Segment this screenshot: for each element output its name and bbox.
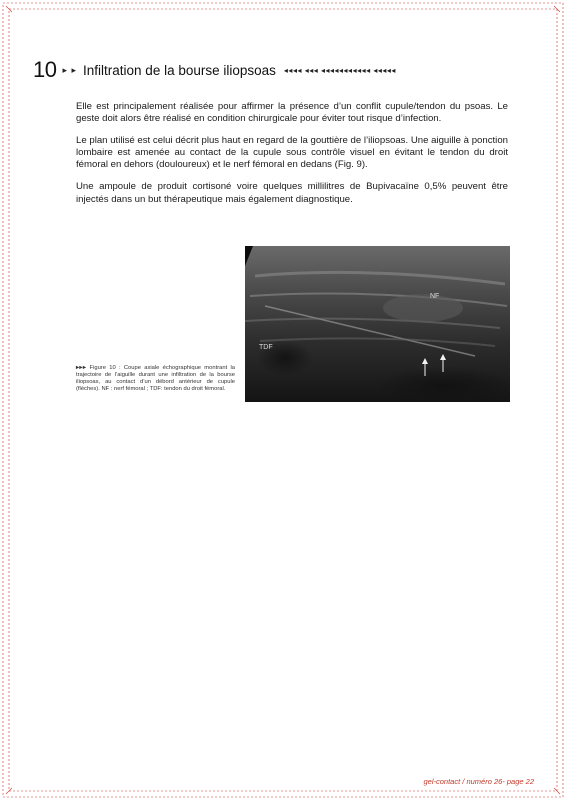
decorative-arrows-icon: ◂◂◂◂ ◂◂◂ ◂◂◂◂◂◂◂◂◂◂◂ ◂◂◂◂◂ [283, 65, 396, 75]
caption-arrow-icon: ▸▸▸ [76, 365, 87, 371]
body-text [76, 101, 508, 216]
figure-caption [76, 365, 235, 393]
ultrasound-image [245, 246, 510, 402]
section-title: Infiltration de la bourse iliopsoas [83, 62, 276, 78]
tdf-label: TDF [259, 344, 273, 351]
paragraph: Le plan utilisé est celui décrit plus haut en regard de la gouttière de l’iliopsoas. Une aiguille à ponction lombaire est amenée au contact de la cupule sous contrôle visuel en évitant le tendon du droit fémoral en dehors (douloureux) et le nerf fémoral en dedans (Fig. 9). [76, 135, 508, 171]
caption-text: Figure 10 : Coupe axiale échographique montrant la trajectoire de l’aiguille durant une infiltration de la bourse iliopsoas, au contact d’un débord antérieur de cupule (flèches). NF : nerf fémoral ; TDF: tendon du droit fémoral. [76, 365, 235, 392]
section-heading [33, 58, 533, 82]
ultrasound-figure [245, 246, 510, 402]
nf-label: NF [430, 293, 440, 300]
page-footer: gel-contact / numéro 26- page 22 [423, 777, 534, 786]
paragraph: Elle est principalement réalisée pour affirmer la présence d’un conflit cupule/tendon du psoas. Le geste doit alors être réalisé en condition chirurgicale pour éviter tout risque d’infection. [76, 101, 508, 125]
arrow-icon: ▸ ▸ [62, 64, 78, 75]
section-number: 10 [33, 57, 57, 82]
paragraph: Une ampoule de produit cortisoné voire quelques millilitres de Bupivacaïne 0,5% peuvent être injectés dans un but thérapeutique mais également diagnostique. [76, 181, 508, 205]
